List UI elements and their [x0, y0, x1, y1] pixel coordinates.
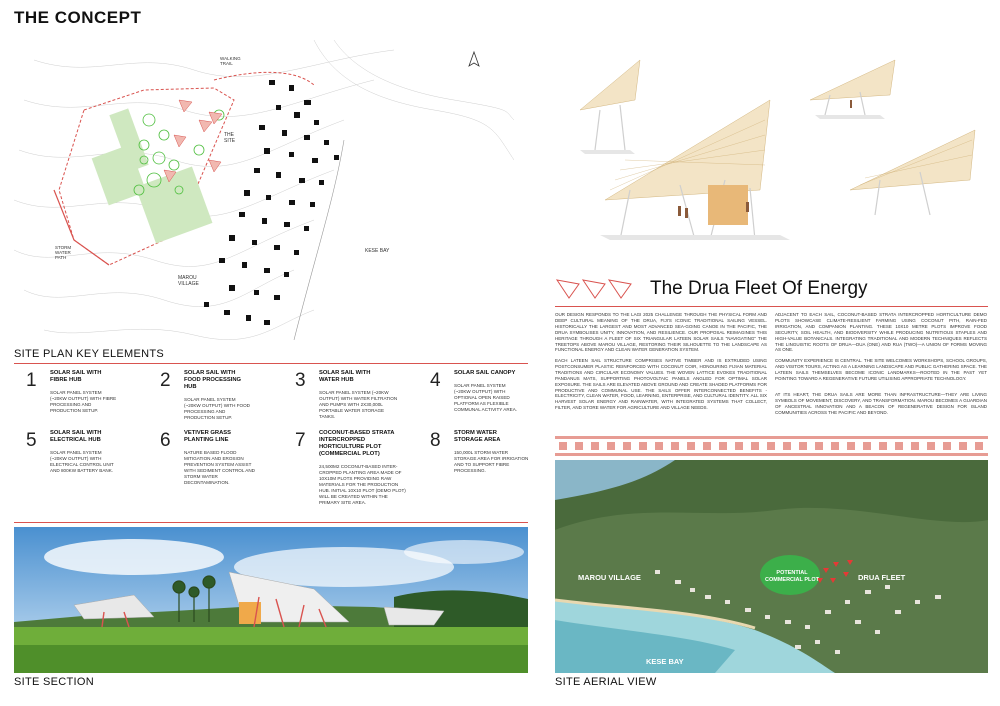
aerial-label-drua-fleet: DRUA FLEET [858, 573, 906, 582]
label-storm-water-path: STORM WATER PATH [55, 245, 72, 260]
sail-renders [560, 40, 990, 270]
aerial-label-potential-plot: POTENTIAL COMMERCIAL PLOT [765, 570, 819, 583]
key-number: 6 [160, 430, 171, 451]
key-desc: SOLAR PANEL SYSTEM (~20KW OUTPUT) WITH ELECTRICAL CONTROL UNIT AND 800KW BATTERY BANK. [50, 450, 114, 473]
key-title: SOLAR SAIL WITH WATER HUB [319, 370, 371, 383]
key-number: 4 [430, 370, 441, 391]
site-section-label: SITE SECTION [14, 676, 94, 688]
key-desc: NATURE BASED FLOOD MITIGATION AND EROSION PREVENTION SYSTEM ASSIST WITH SEDIMENT CONTROL AND STORM WATER DECONTAMINATION. [184, 450, 255, 485]
label-marou-village: MAROU VILLAGE [178, 275, 199, 287]
key-title: COCONUT-BASED STRATA INTERCROPPED HORTICULTURE PLOT (COMMERCIAL PLOT) [319, 430, 395, 457]
headline: The Drua Fleet Of Energy [650, 278, 868, 299]
aerial-label-kese-bay: KESE BAY [646, 657, 684, 666]
key-desc: SOLAR PANEL SYSTEM (~20KW OUTPUT) WITH FOOD PROCESSING AND PRODUCTION SETUP. [184, 397, 250, 420]
divider [14, 363, 528, 364]
concept-title: THE CONCEPT [14, 8, 142, 27]
key-desc: SOLAR PANEL SYSTEM (~20KW OUTPUT) WITH FIBRE PROCESSING AND PRODUCTION SETUP. [50, 390, 117, 413]
key-desc: SOLAR PANEL SYSTEM (~20KW OUTPUT) WITH WATER FILTRATION AND PUMPS WITH 2X30,000L PORTABLE WATER STORAGE TANKS. [319, 390, 398, 419]
body-col-1-p2: EACH LATEEN SAIL STRUCTURE COMPRISES NATIVE TIMBER AND IS EXTRUDED USING POSTCONSUMER PLASTIC REINFORCED WITH COCONUT COIR, HONOURING FIJIAN MATERIAL TRADITIONS AND CIRCULAR ECONOMY VALUES. THE WOVEN LATTICE EVOKES TRADITIONAL PANDANUS MATS, SUPPORTING PHOTOVOLTAIC PANELS ANGLED FOR OPTIMAL SOLAR EXPOSURE. THE SAILS ARE ELEVATED ABOVE GROUND AND CREATE SHADED PLATFORMS FOR PRODUCTIVE AND COMMUNAL USE. THE SAILS OFFER INTERCONNECTED BENEFITS - ELECTRICITY, CLEAN WATER, FOOD, LEARNING, ENTERPRISE, AND CULTURAL IDENTITY. ALL SIX HARVEST SOLAR ENERGY AND RAINWATER, WITH INTEGRATED SYSTEMS THAT COLLECT, FILTER, AND STORE WATER FOR AGRICULTURE AND VILLAGE NEEDS. [555, 358, 767, 411]
key-title: SOLAR SAIL CANOPY [454, 370, 516, 376]
key-number: 2 [160, 370, 171, 391]
body-col-2-p2: COMMUNITY EXPERIENCE IS CENTRAL. THE SITE WELCOMES WORKSHOPS, SCHOOL GROUPS, AND VISITOR TOURS, ACTING AS A LEARNING LANDSCAPE AND PUBLIC GATHERING SPACE. THE LATEEN SAILS THEMSELVES BECOME ICONIC LANDMARKS—ROOTED IN THE PAST YET POINTING TOWARD A REGENERATIVE FUTURE UTILISING APPROPRIATE TECHNOLOGY. [775, 358, 987, 381]
site-aerial-label: SITE AERIAL VIEW [555, 676, 657, 688]
triangle-motif [555, 276, 635, 300]
key-number: 7 [295, 430, 306, 451]
key-title: VETIVER GRASS PLANTING LINE [184, 430, 232, 443]
key-title: STORM WATER STORAGE AREA [454, 430, 501, 443]
site-section-photo [14, 527, 528, 673]
site-plan-key-title: SITE PLAN KEY ELEMENTS [14, 348, 165, 360]
body-col-2-p1: ADJACENT TO EACH SAIL, COCONUT-BASED STRATA INTERCROPPED HORTICULTURE DEMO PLOTS SHOWCASE CLIMATE-RESILIENT FARMING USING COCONUT PITH, RAIN-FED IRRIGATION, AND COMPANION PLANTING. THESE 10X10 METRE PLOTS IMPROVE FOOD SECURITY, SOIL HEALTH, AND BIODIVERSITY WHILE PRODUCING NUTRITIOUS STAPLES AND HIGH-VALUE BOTANICALS. INTEGRATING TRADITIONAL AND MODERN TECHNIQUES REFLECTS THE LINGUISTIC ROOTS OF DRUA—DUA (ONE) AND RUA (TWO)—A UNION OF FORMS MOVING AS ONE. [775, 312, 987, 353]
key-desc: SOLAR PANEL SYSTEM (~20KW OUTPUT) WITH OPTIONAL OPEN RAISED PLATFORM AS FLEXIBLE COMMUNAL ACTIVITY AREA. [454, 383, 518, 412]
label-walking-trail: WALKING TRAIL [220, 56, 241, 66]
pattern-band [555, 436, 988, 456]
site-plan-map [14, 40, 514, 340]
divider [14, 522, 528, 523]
body-col-2-p3: AT ITS HEART, THE DRUA SAILS ARE MORE THAN INFRASTRUCTURE—THEY ARE LIVING SYMBOLS OF MOVEMENT, DISCOVERY, AND TRANSFORMATION. MAROU BECOMES A GUARDIAN OF ANCESTRAL INNOVATION AND A BEACON OF REGENERATIVE DESIGN FOR ISLAND COMMUNITIES ACROSS THE PACIFIC AND BEYOND. [775, 392, 987, 415]
key-number: 1 [26, 370, 37, 391]
divider [555, 306, 988, 307]
key-number: 5 [26, 430, 37, 451]
label-the-site: THE SITE [224, 132, 236, 144]
key-desc: 24,500M2 COCONUT-BASED INTER-CROPPED PLANTING AREA MADE OF 10X10M PLOTS PROVIDING RAW MATERIALS FOR THE PRODUCTION HUB. INITIAL 10X10 PLOT (DEMO PLOT) WILL BE CREATED WITHIN THE PRIMARY SITE AREA. [319, 464, 406, 505]
aerial-view [555, 460, 988, 673]
aerial-label-marou-village: MAROU VILLAGE [578, 573, 641, 582]
key-title: SOLAR SAIL WITH FIBRE HUB [50, 370, 102, 383]
key-desc: 150,000L STORM WATER STORAGE AREA FOR IRRIGATION AND TO SUPPORT FIBRE PROCESSING. [454, 450, 529, 473]
body-col-1-p1: OUR DESIGN RESPONDS TO THE LAGI 2025 CHALLENGE THROUGH THE PHYSICAL FORM AND DEEP CULTURAL MEANING OF THE DRUA, FIJI'S ICONIC TRADITIONAL SAILING VESSEL. HISTORICALLY THE LARGEST AND MOST ADVANCED SEA-GOING CANOE IN THE PACIFIC, THE DRUA SYMBOLISES UNITY, INNOVATION, AND RESILIENCE. OUR PROPOSAL REIMAGINES THIS HERITAGE THROUGH A FLEET OF SIX TRIANGULAR LATEEN SOLAR SAILS "NAVIGATING" THE TREETOPS ABOVE MAROU VILLAGE, RESTORING THEIR SILHOUETTE TO THE LANDSCAPE AS FUNCTIONAL ENERGY AND CLEAN WATER GENERATION SYSTEM. [555, 312, 767, 353]
label-kese-bay: KESE BAY [365, 248, 390, 254]
key-number: 8 [430, 430, 441, 451]
key-number: 3 [295, 370, 306, 391]
key-title: SOLAR SAIL WITH ELECTRICAL HUB [50, 430, 102, 443]
key-title: SOLAR SAIL WITH FOOD PROCESSING HUB [184, 370, 242, 390]
